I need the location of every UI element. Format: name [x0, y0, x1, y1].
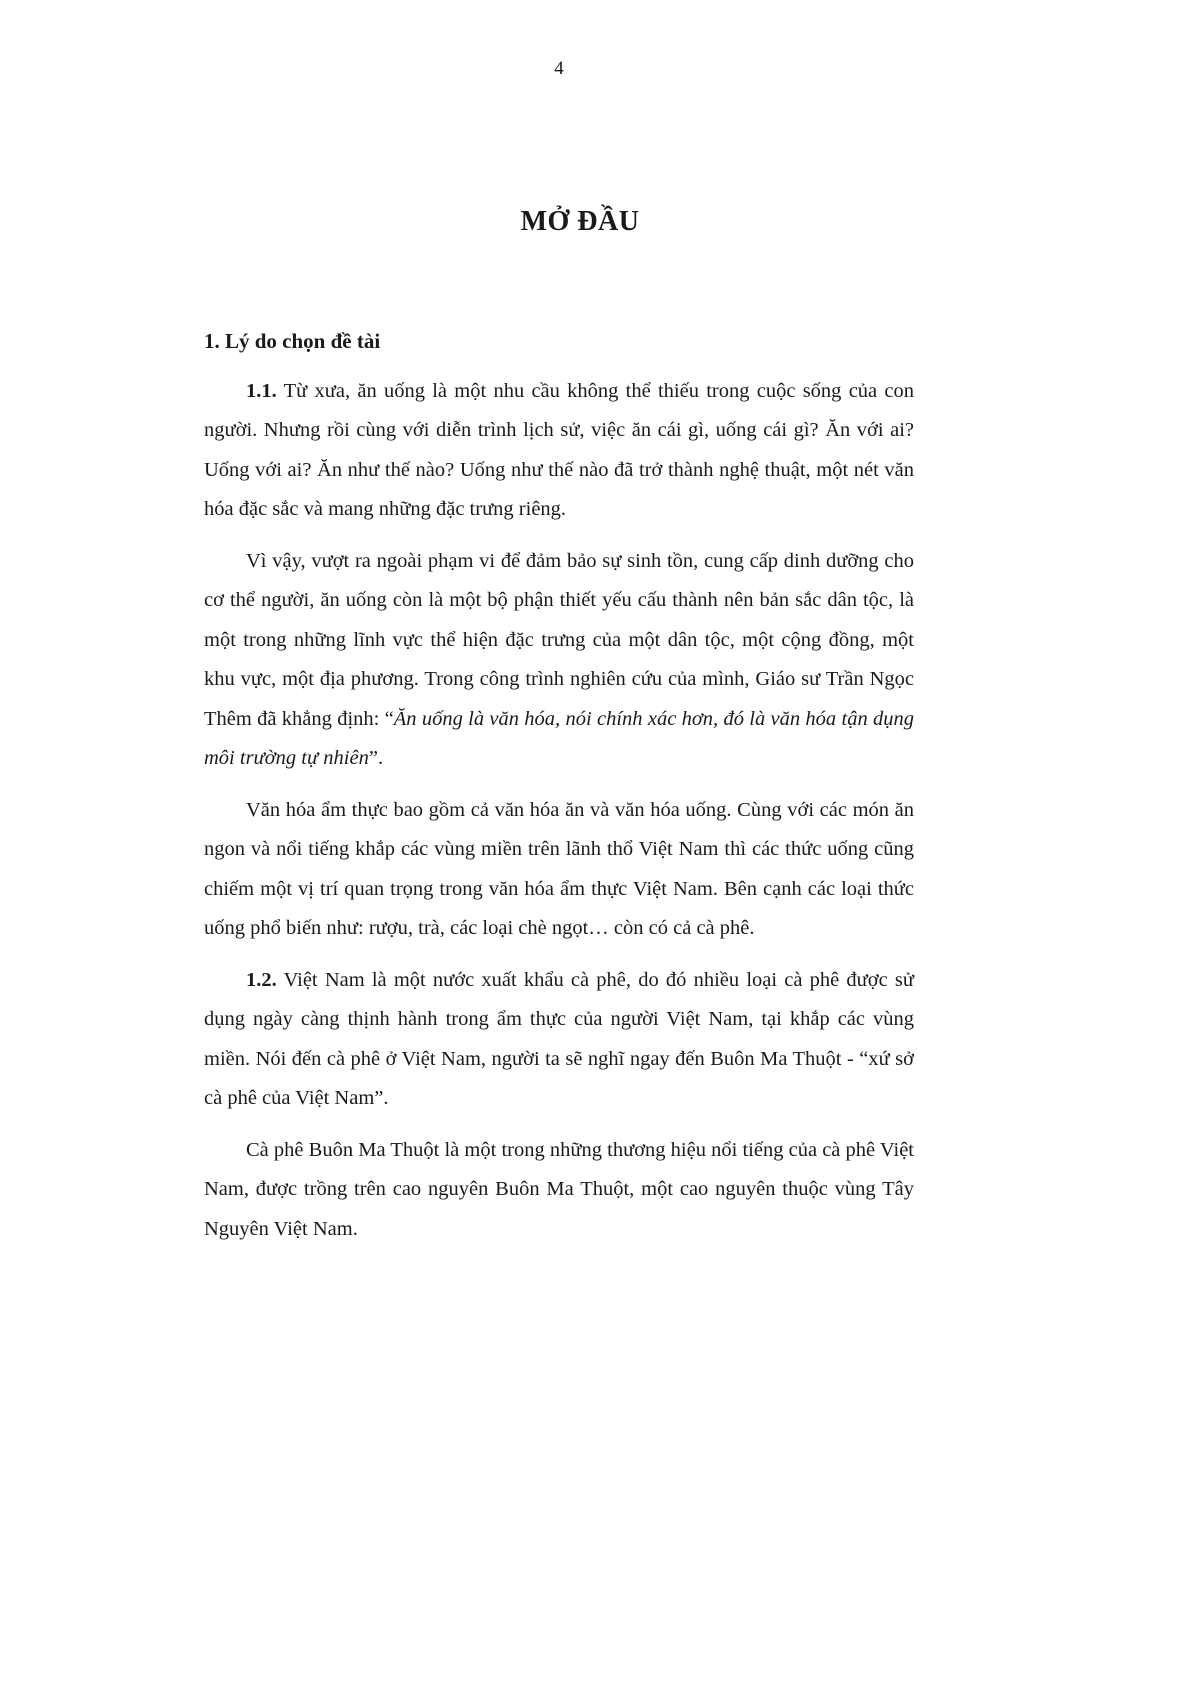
paragraph-number: 1.2.: [246, 968, 277, 991]
chapter-title: MỞ ĐẦU: [520, 206, 640, 237]
section-heading: 1. Lý do chọn đề tài: [204, 329, 381, 353]
italic-quote: Ăn uống là văn hóa, nói chính xác hơn, đó là văn hóa tận dụng môi trường tự nhiên: [204, 707, 914, 769]
paragraph-text: Cà phê Buôn Ma Thuột là một trong những thương hiệu nổi tiếng của cà phê Việt Nam, được trồng trên cao nguyên Buôn Ma Thuột, một cao nguyên thuộc vùng Tây Nguyên Việt Nam.: [204, 1138, 914, 1240]
body-content: [204, 322, 914, 1249]
paragraph-3: [204, 791, 914, 949]
paragraph-2: [204, 542, 914, 779]
paragraph-text: Văn hóa ẩm thực bao gồm cả văn hóa ăn và văn hóa uống. Cùng với các món ăn ngon và nổi tiếng khắp các vùng miền trên lãnh thổ Việt Nam thì các thức uống cũng chiếm một vị trí quan trọng trong văn hóa ẩm thực Việt Nam. Bên cạnh các loại thức uống phổ biến như: rượu, trà, các loại chè ngọt… còn có cả cà phê.: [204, 798, 914, 939]
paragraph-text: Từ xưa, ăn uống là một nhu cầu không thể thiếu trong cuộc sống của con người. Nhưng rồi cùng với diễn trình lịch sử, việc ăn cái gì, uống cái gì? Ăn với ai? Uống với ai? Ăn như thế nào? Uống như thế nào đã trở thành nghệ thuật, một nét văn hóa đặc sắc và mang những đặc trưng riêng.: [204, 379, 914, 520]
page-number: 4: [554, 58, 564, 79]
paragraph-1-2: [204, 961, 914, 1119]
paragraph-text-end: ”.: [368, 747, 384, 769]
paragraph-text: Vì vậy, vượt ra ngoài phạm vi để đảm bảo sự sinh tồn, cung cấp dinh dưỡng cho cơ thể người, ăn uống còn là một bộ phận thiết yếu cấu thành nên bản sắc dân tộc, là một trong những lĩnh vực thể hiện đặc trưng của một dân tộc, một cộng đồng, một khu vực, một địa phương. Trong công trình nghiên cứu của mình, Giáo sư Trần Ngọc Thêm đã khẳng định: “: [204, 549, 914, 730]
paragraph-5: [204, 1131, 914, 1250]
paragraph-1-1: [204, 372, 914, 530]
paragraph-text: Việt Nam là một nước xuất khẩu cà phê, do đó nhiều loại cà phê được sử dụng ngày càng thịnh hành trong ẩm thực của người Việt Nam, tại khắp các vùng miền. Nói đến cà phê ở Việt Nam, người ta sẽ nghĩ ngay đến Buôn Ma Thuột - “xứ sở cà phê của Việt Nam”.: [204, 968, 914, 1109]
paragraph-number: 1.1.: [246, 379, 277, 402]
